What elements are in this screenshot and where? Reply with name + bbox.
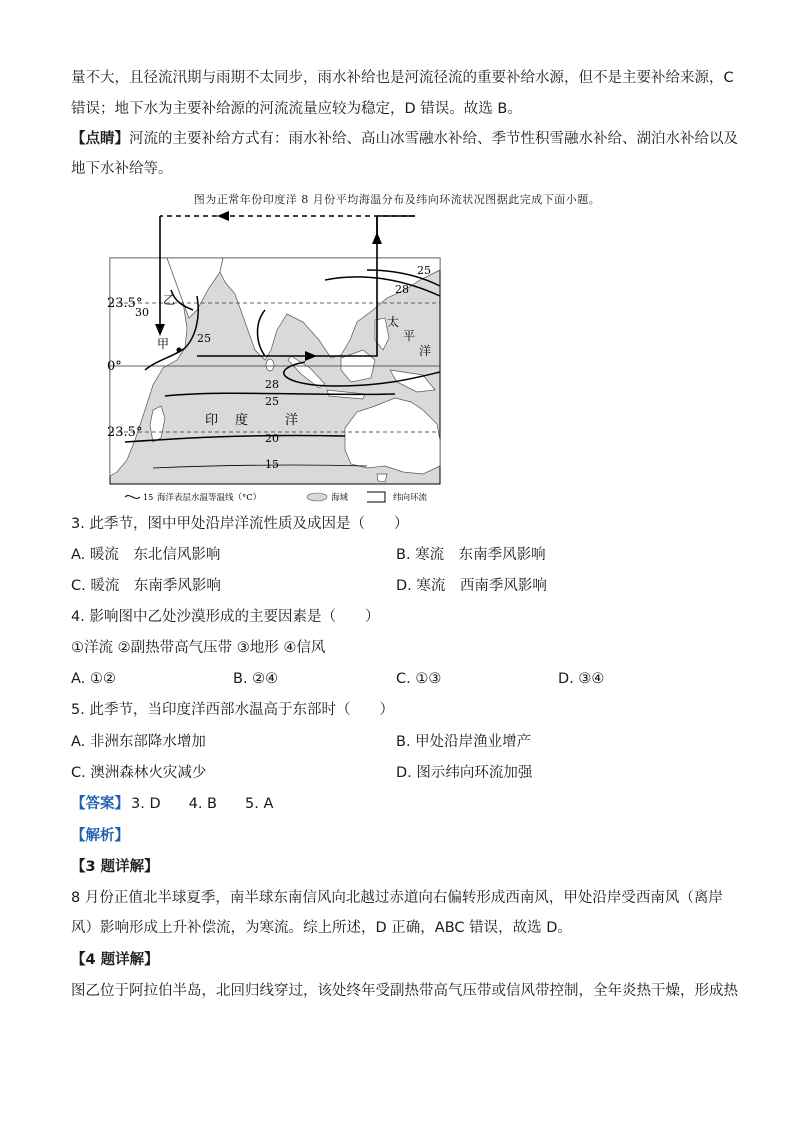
question-3-option-d: D. 寒流 西南季风影响 — [396, 578, 547, 594]
answer-item-4: 4. B — [188, 796, 218, 812]
isotherm-label-28-ne: 28 — [395, 283, 409, 296]
lat-label-north: 23.5° — [107, 296, 143, 311]
isotherm-label-25-s: 25 — [265, 395, 279, 408]
q3-detail-title: 【3 题详解】 — [71, 859, 159, 875]
tip-text: 河流的主要补给方式有：雨水补给、高山冰雪融水补给、季节性积雪融水补给、湖泊水补给以及 — [129, 131, 738, 147]
figure-caption: 图为正常年份印度洋 8 月份平均海温分布及纬向环流状况图据此完成下面小题。 — [193, 193, 601, 206]
answer-item-5: 5. A — [245, 796, 274, 812]
label-jia: 甲 — [157, 337, 170, 351]
legend-isotherm-sample: 15 — [143, 493, 154, 502]
answer-label: 【答案】 — [71, 796, 129, 812]
isotherm-label-28-eq: 28 — [265, 378, 279, 391]
label-yang-indian: 洋 — [285, 413, 299, 428]
question-5-option-c: C. 澳洲森林火灾减少 — [71, 765, 207, 781]
tip-label: 【点睛】 — [71, 131, 129, 147]
lat-label-south: 23.5° — [107, 425, 143, 440]
label-yin: 印 — [205, 413, 219, 428]
q3-detail-line-1: 8 月份正值北半球夏季，南半球东南信风向北越过赤道向右偏转形成西南风，甲处沿岸受西南风（离岸 — [71, 890, 723, 906]
isotherm-label-30: 30 — [135, 306, 149, 319]
label-yang: 洋 — [419, 344, 432, 358]
question-5-option-b: B. 甲处沿岸渔业增产 — [396, 734, 532, 750]
isotherm-label-15: 15 — [265, 458, 279, 471]
question-4-sub: ①洋流 ②副热带高气压带 ③地形 ④信风 — [71, 640, 326, 656]
land-sri-lanka — [266, 359, 274, 371]
question-5-option-d: D. 图示纬向环流加强 — [396, 765, 533, 781]
label-ping: 平 — [403, 329, 416, 343]
intro-line-2: 错误；地下水为主要补给源的河流流量应较为稳定，D 错误。故选 B。 — [71, 101, 522, 117]
answer-item-3: 3. D — [131, 796, 161, 812]
indian-ocean-map — [105, 210, 445, 510]
analysis-label: 【解析】 — [71, 828, 129, 844]
legend-ocean-symbol — [307, 493, 327, 501]
q3-detail-line-2: 风）影响形成上升补偿流，为寒流。综上所述，D 正确，ABC 错误，故选 D。 — [71, 920, 572, 936]
legend-ocean-label: 海域 — [331, 493, 349, 503]
point-jia — [177, 348, 182, 353]
q4-detail-line-1: 图乙位于阿拉伯半岛，北回归线穿过，该处终年受副热带高气压带或信风带控制，全年炎热干燥，形成热 — [71, 983, 738, 999]
question-3-option-b: B. 寒流 东南季风影响 — [396, 547, 546, 563]
question-3-option-c: C. 暖流 东南季风影响 — [71, 578, 221, 594]
isotherm-label-20: 20 — [265, 432, 279, 445]
tip-line — [71, 129, 738, 149]
question-4-option-d: D. ③④ — [558, 671, 605, 687]
question-3-stem: 3. 此季节，图中甲处沿岸洋流性质及成因是（ ） — [71, 516, 409, 532]
arrowhead-left — [217, 211, 229, 221]
land-tasmania — [377, 474, 387, 482]
q4-detail-title: 【4 题详解】 — [71, 952, 159, 968]
label-yi: 乙 — [163, 293, 176, 307]
label-tai: 太 — [387, 315, 400, 329]
legend-isotherm-label: 海洋表层水温等温线（°C） — [157, 493, 262, 503]
legend-circulation-label: 纬向环流 — [393, 493, 428, 503]
question-5-option-a: A. 非洲东部降水增加 — [71, 734, 206, 750]
question-3-option-a: A. 暖流 东北信风影响 — [71, 547, 221, 563]
question-4-option-b: B. ②④ — [233, 671, 279, 687]
tip-line-2: 地下水补给等。 — [71, 161, 173, 177]
intro-line-1: 量不大，且径流汛期与雨期不太同步，雨水补给也是河流径流的重要补给水源，但不是主要补给来源，C — [71, 70, 734, 86]
label-du: 度 — [235, 413, 249, 428]
question-5-stem: 5. 此季节，当印度洋西部水温高于东部时（ ） — [71, 702, 394, 718]
legend-isotherm-symbol — [125, 496, 140, 499]
answer-line — [71, 794, 731, 814]
arrowhead-up — [372, 232, 382, 244]
question-4-option-a: A. ①② — [71, 671, 116, 687]
question-4-stem: 4. 影响图中乙处沙漠形成的主要因素是（ ） — [71, 609, 380, 625]
lat-label-equator: 0° — [107, 359, 122, 374]
isotherm-label-25-w: 25 — [197, 332, 211, 345]
question-4-option-c: C. ①③ — [396, 671, 442, 687]
legend-circulation-symbol — [367, 492, 385, 502]
isotherm-label-25-ne: 25 — [417, 264, 431, 277]
